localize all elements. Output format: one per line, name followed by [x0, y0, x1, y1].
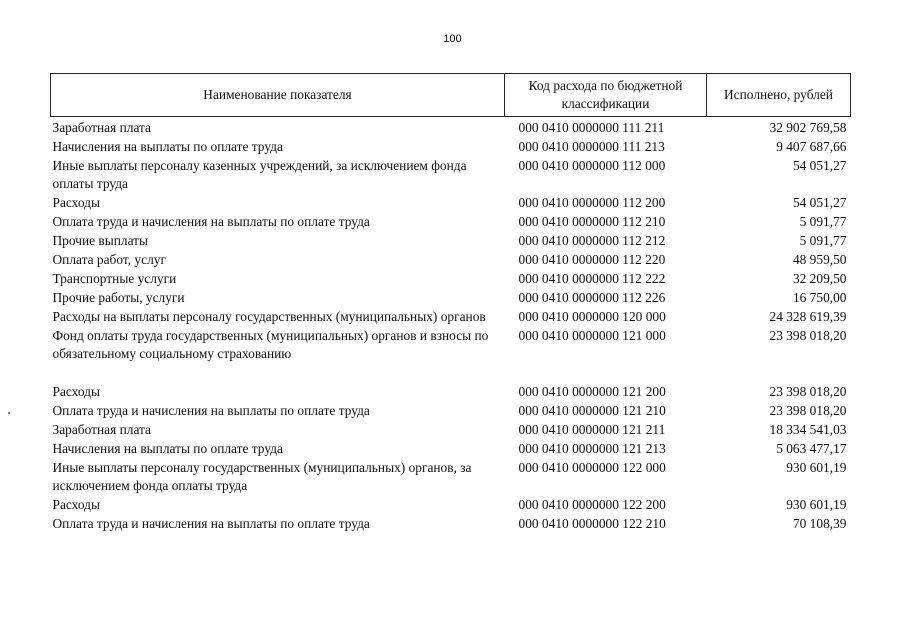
table-body	[51, 117, 851, 535]
row-name: Заработная плата	[52, 422, 151, 437]
table-row	[51, 402, 851, 421]
row-code: 000 0410 0000000 122 200	[518, 497, 666, 512]
row-name: Прочие работы, услуги	[52, 290, 185, 305]
row-name: Расходы	[52, 497, 100, 512]
row-code: 000 0410 0000000 112 210	[518, 214, 666, 229]
row-name: Оплата труда и начисления на выплаты по оплате труда	[52, 516, 370, 531]
row-amount: 23 398 018,20	[769, 328, 847, 343]
row-name: Иные выплаты персоналу казенных учреждений, за исключением фонда оплаты труда	[52, 158, 467, 191]
row-amount: 930 601,19	[786, 497, 847, 512]
row-name: Заработная плата	[52, 120, 151, 135]
row-amount: 5 091,77	[799, 233, 847, 248]
table-row	[51, 421, 851, 440]
page-number: 100	[443, 33, 462, 45]
row-name: Оплата труда и начисления на выплаты по оплате труда	[52, 214, 370, 229]
table-row	[51, 383, 851, 402]
row-amount: 54 051,27	[792, 195, 847, 210]
row-amount: 5 063 477,17	[776, 441, 847, 456]
row-name: Транспортные услуги	[52, 271, 177, 286]
row-code: 000 0410 0000000 121 211	[518, 422, 666, 437]
header-executed-amount: Исполнено, рублей	[707, 74, 851, 117]
scan-speck	[8, 412, 10, 414]
table-row	[51, 157, 851, 194]
row-code: 000 0410 0000000 112 220	[518, 252, 666, 267]
row-name: Прочие выплаты	[52, 233, 149, 248]
row-code: 000 0410 0000000 112 200	[518, 195, 666, 210]
row-code: 000 0410 0000000 121 200	[518, 384, 666, 399]
row-name: Оплата работ, услуг	[52, 252, 166, 267]
row-name: Расходы	[52, 195, 100, 210]
table-row	[51, 496, 851, 515]
table-header-row	[51, 74, 851, 117]
table-row	[51, 270, 851, 289]
table-row	[51, 117, 851, 139]
row-amount: 70 108,39	[792, 516, 847, 531]
table-row	[51, 459, 851, 496]
row-code: 000 0410 0000000 122 210	[518, 516, 666, 531]
row-amount: 32 209,50	[792, 271, 847, 286]
row-name: Расходы	[52, 384, 100, 399]
row-name: Начисления на выплаты по оплате труда	[52, 139, 283, 154]
row-name: Расходы на выплаты персоналу государственных (муниципальных) органов	[52, 309, 486, 324]
row-code: 000 0410 0000000 112 000	[518, 158, 666, 173]
row-code: 000 0410 0000000 112 226	[518, 290, 666, 305]
table-row	[51, 289, 851, 308]
row-amount: 930 601,19	[786, 460, 847, 475]
row-code: 000 0410 0000000 121 000	[518, 328, 666, 343]
row-amount: 32 902 769,58	[769, 120, 847, 135]
table-row	[51, 440, 851, 459]
row-amount: 23 398 018,20	[769, 403, 847, 418]
row-amount: 16 750,00	[792, 290, 847, 305]
row-name: Начисления на выплаты по оплате труда	[52, 441, 283, 456]
row-amount: 24 328 619,39	[769, 309, 847, 324]
row-code: 000 0410 0000000 112 222	[518, 271, 666, 286]
row-amount: 54 051,27	[792, 158, 847, 173]
table-row	[51, 138, 851, 157]
row-name: Иные выплаты персоналу государственных (муниципальных) органов, за исключением фонда оплаты труда	[52, 460, 472, 493]
row-code: 000 0410 0000000 111 213	[518, 139, 665, 154]
table-row	[51, 308, 851, 327]
header-indicator-name: Наименование показателя	[51, 74, 505, 117]
row-amount: 18 334 541,03	[769, 422, 847, 437]
header-expense-code: Код расхода по бюджетной классификации	[505, 74, 707, 117]
row-code: 000 0410 0000000 120 000	[518, 309, 666, 324]
table-row	[51, 194, 851, 213]
row-code: 000 0410 0000000 122 000	[518, 460, 666, 475]
row-code: 000 0410 0000000 121 210	[518, 403, 666, 418]
expense-report-table	[50, 73, 851, 534]
table-header	[51, 74, 851, 117]
row-code: 000 0410 0000000 121 213	[518, 441, 666, 456]
table-row	[51, 327, 851, 383]
row-code: 000 0410 0000000 111 211	[518, 120, 665, 135]
row-name: Фонд оплаты труда государственных (муниципальных) органов и взносы по обязательному социальному страхованию	[52, 328, 489, 361]
row-name: Оплата труда и начисления на выплаты по оплате труда	[52, 403, 370, 418]
table-row	[51, 515, 851, 534]
row-amount: 23 398 018,20	[769, 384, 847, 399]
row-amount: 48 959,50	[792, 252, 847, 267]
row-amount: 5 091,77	[799, 214, 847, 229]
table-row	[51, 251, 851, 270]
table-row	[51, 232, 851, 251]
table-row	[51, 213, 851, 232]
row-amount: 9 407 687,66	[776, 139, 847, 154]
row-code: 000 0410 0000000 112 212	[518, 233, 666, 248]
